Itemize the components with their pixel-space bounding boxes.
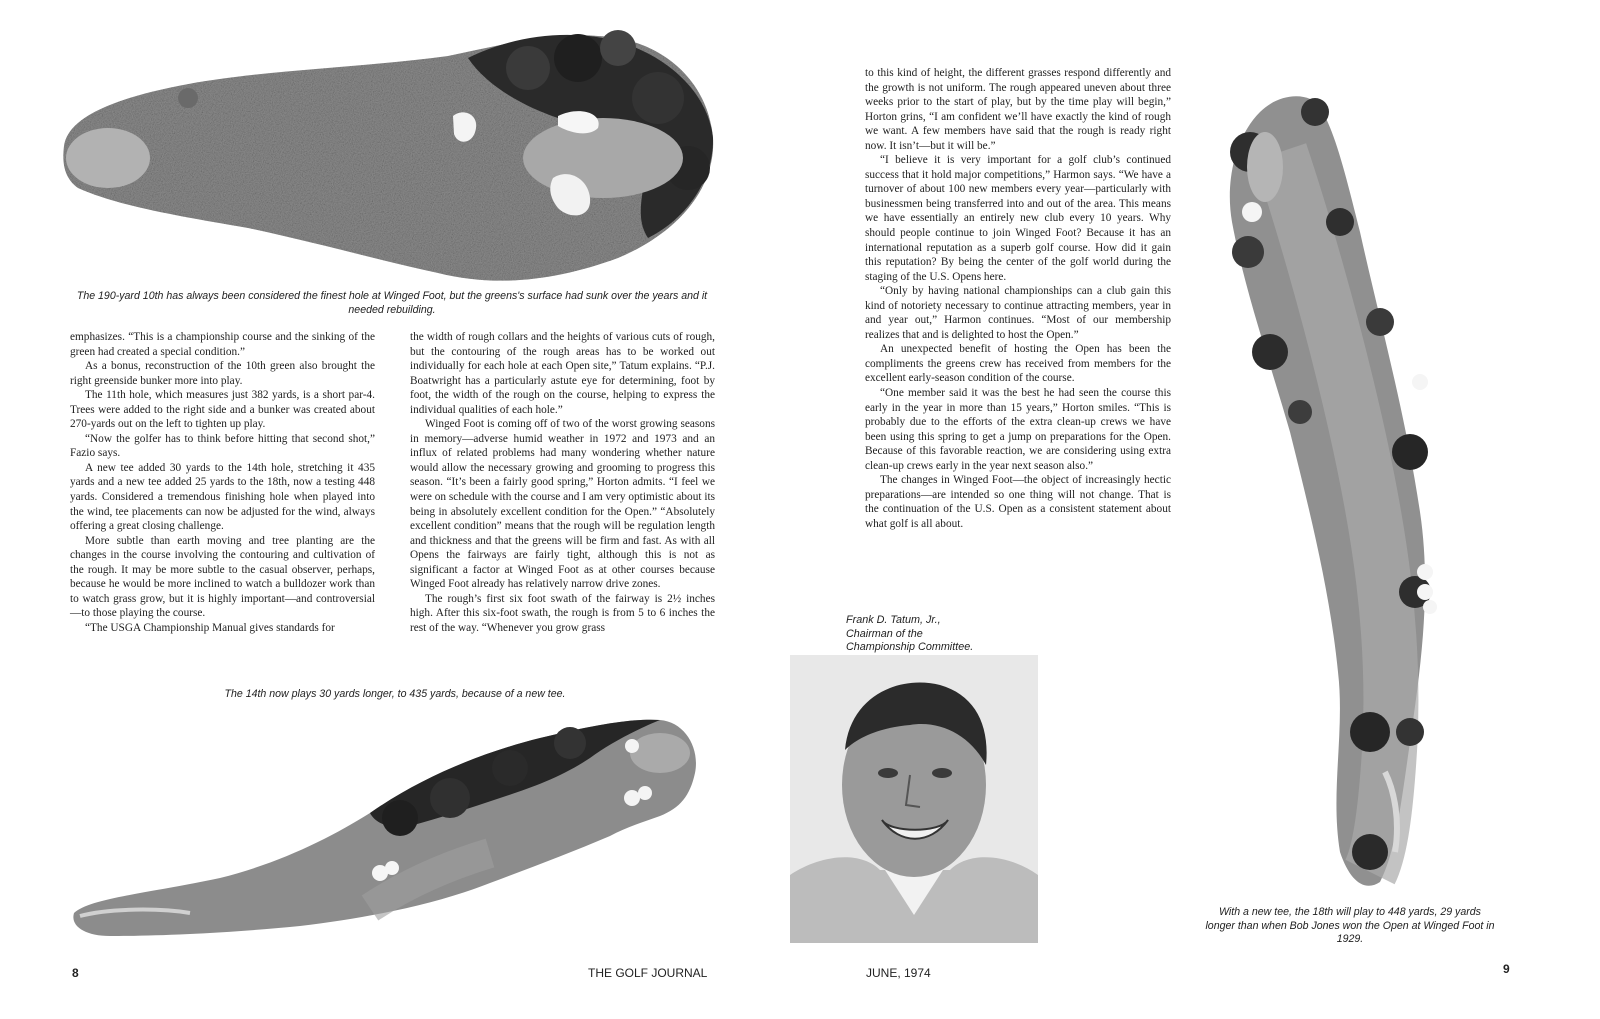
hole-10-aerial-photo [58, 28, 718, 288]
hole-18-caption: With a new tee, the 18th will play to 448 yards, 29 yards longer than when Bob Jones won the Open at Winged Foot in 1929. [1205, 906, 1495, 945]
paragraph: A new tee added 30 yards to the 14th hole, stretching it 435 yards and a new tee added 25 yards to the 18th, now a testing 448 yards. Considered a tremendous finishing hole when played into the wind, tee placements can now be adjusted for the wind, always offering a great closing challenge. [70, 461, 375, 533]
magazine-title: THE GOLF JOURNAL [588, 966, 708, 980]
paragraph: More subtle than earth moving and tree planting are the changes in the course involving the contouring and cultivation of the rough. It may be more subtle to the casual observer, perhaps, because he would be more inclined to watch a bulldozer work than to watch grass grow, but it is highly important—and controversial—to those playing the course. [70, 534, 375, 620]
paragraph: “Now the golfer has to think before hitting that second shot,” Fazio says. [70, 432, 375, 460]
article-column-1 [70, 330, 375, 635]
paragraph: The rough’s first six foot swath of the fairway is 2½ inches high. After this six-foot swath, the rough is from 5 to 6 inches the rest of the way. “Whenever you grow grass [410, 592, 715, 634]
article-column-3 [865, 66, 1171, 532]
paragraph: An unexpected benefit of hosting the Open has been the compliments the greens crew has received from members for the excellent early-season condition of the course. [865, 343, 1171, 385]
paragraph: the width of rough collars and the heights of various cuts of rough, but the contouring of the rough areas has to be worked out individually for each hole at each Open site,” Tatum explains. “P.J. Boatwright has a particularly astute eye for determining, foot by foot, the width of the rough on the course, helping to express the individual qualities of each hole.” [410, 331, 715, 416]
paragraph: Winged Foot is coming off of two of the worst growing seasons in memory—adverse humid weather in 1972 and 1973 and an influx of related problems had many wondering whether nature would allow the necessary growing and grooming to progress this season. “It’s been a fairly good spring,” Horton admits. “I feel we were on schedule with the course and I am very optimistic about its being in absolutely excellent condition for the Open.” “Absolutely excellent condition” means that the rough will be regulation length and thickness and that the greens will be firm and fast. As with all Opens the fairways are fairly tight, although this is not as significant a factor at Winged Foot as at other courses because Winged Foot already has relatively narrow drive zones. [410, 418, 715, 591]
hole-14-aerial-photo [70, 708, 710, 948]
tatum-caption: Frank D. Tatum, Jr., Chairman of the Championship Committee. [846, 614, 974, 653]
article-column-2 [410, 330, 715, 635]
tatum-portrait-photo [790, 655, 1038, 943]
paragraph: The changes in Winged Foot—the object of increasingly hectic preparations—are intended so one thing will not change. That is the continuation of the U.S. Open as a consistent statement about what golf is all about. [865, 474, 1171, 530]
paragraph: “Only by having national championships can a club gain this kind of notoriety necessary to continue attracting members, year in and year out,” Harmon continues. “Most of our membership realizes that and is delighted to host the Open.” [865, 285, 1171, 341]
paragraph: to this kind of height, the different grasses respond differently and the growth is not uniform. The rough appeared uneven about three weeks prior to the start of play, but by the time play will begin,” Horton grins, “I am confident we’ll have exactly the kind of rough we want. A few members have said that the rough is ready right now. It isn’t—but it will be.” [865, 67, 1171, 152]
hole-18-aerial-photo [1220, 92, 1450, 892]
paragraph: “The USGA Championship Manual gives standards for [85, 621, 335, 634]
paragraph: As a bonus, reconstruction of the 10th green also brought the right greenside bunker more into play. [70, 360, 375, 387]
issue-date: JUNE, 1974 [866, 966, 931, 980]
hole-10-caption: The 190-yard 10th has always been considered the finest hole at Winged Foot, but the greens's surface had sunk over the years and it needed rebuilding. [76, 290, 708, 316]
paragraph: “One member said it was the best he had seen the course this early in the year in more than 15 years,” Horton smiles. “This is probably due to the efforts of the extra clean-up crews we have been using this spring to get a jump on preparations for the Open. Because of this favorable reaction, we are considering using extra clean-up crews early in the year next season also.” [865, 387, 1171, 472]
paragraph: The 11th hole, which measures just 382 yards, is a short par-4. Trees were added to the right side and a bunker was created about 270-yards out on the left to tighten up play. [70, 389, 375, 431]
hole-14-caption: The 14th now plays 30 yards longer, to 435 yards, because of a new tee. [224, 688, 566, 700]
paragraph: emphasizes. “This is a championship course and the sinking of the green had created a special condition.” [70, 331, 375, 358]
page-number-left: 8 [72, 966, 79, 980]
page-number-right: 9 [1503, 962, 1510, 976]
paragraph: “I believe it is very important for a golf club’s continued success that it hold major competitions,” Harmon says. “We have a turnover of about 100 new members every year—particularly with businessmen being transferred into and out of the area. This means we have essentially an entirely new club every 10 years. Why should people continue to join Winged Foot? Because it has an international reputation as a superb golf course. How did it gain this reputation? By being the center of the golf world during the staging of the U.S. Opens here. [865, 154, 1171, 283]
